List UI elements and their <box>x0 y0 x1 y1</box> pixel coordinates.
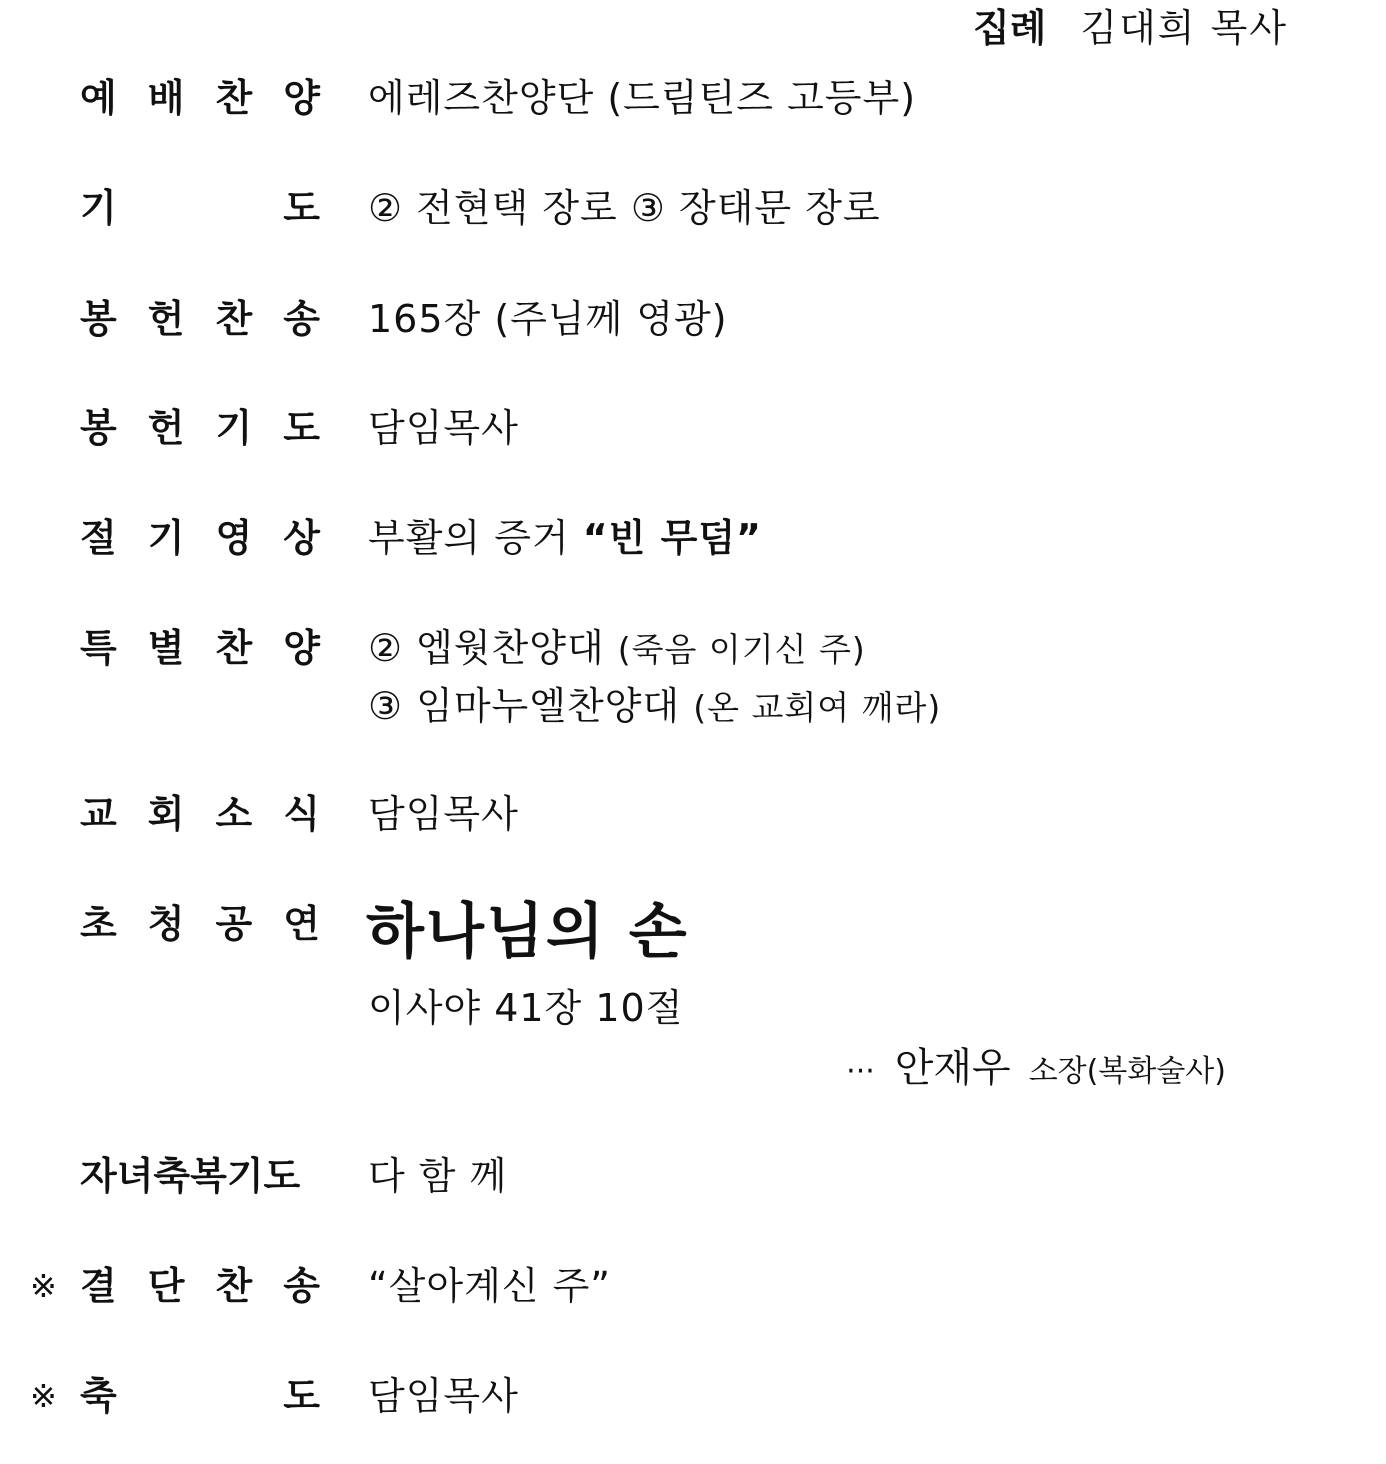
label-char: 송 <box>283 297 320 341</box>
row-offering-hymn <box>0 297 1386 341</box>
label-char: 헌 <box>147 406 185 450</box>
label-char: 양 <box>283 626 320 670</box>
row-content: 담임목사 <box>368 1374 519 1418</box>
officiant-name: 김대희 목사 <box>1080 6 1288 50</box>
label-char: 도 <box>283 186 320 230</box>
label-char: 상 <box>283 516 320 560</box>
video-title: “빈 무덤” <box>582 516 763 560</box>
label-char: 교 <box>80 792 117 836</box>
label-char: 공 <box>215 902 253 946</box>
performer-dots: ··· <box>846 1054 875 1089</box>
label-char: 영 <box>215 516 253 560</box>
row-label <box>80 516 320 560</box>
row-offering-prayer <box>0 406 1386 450</box>
label-char: 찬 <box>215 76 253 120</box>
row-label <box>80 792 320 836</box>
label-char: 기 <box>147 516 185 560</box>
label-char: 별 <box>147 626 185 670</box>
row-special-praise <box>0 626 1386 670</box>
row-content: 담임목사 <box>368 792 519 836</box>
row-invited-performance <box>0 902 1386 946</box>
performer <box>846 1046 1226 1094</box>
label-char: 도 <box>283 1374 320 1418</box>
label-char: 소 <box>215 792 253 836</box>
row-content: 165장 (주님께 영광) <box>368 297 728 341</box>
row-label: 자녀축복기도 <box>80 1154 301 1198</box>
performer-title: 소장(복화술사) <box>1028 1054 1226 1089</box>
standing-mark: ※ <box>30 1267 57 1305</box>
row-worship-praise <box>0 76 1386 120</box>
row-label <box>80 1374 320 1418</box>
label-char: 특 <box>80 626 117 670</box>
label-char: 찬 <box>215 626 253 670</box>
row-label <box>80 902 320 946</box>
label-char: 찬 <box>215 1264 253 1308</box>
performance-verse: 이사야 41장 10절 <box>368 986 684 1030</box>
label-char: 찬 <box>215 297 253 341</box>
row-label <box>80 626 320 670</box>
officiant-label: 집례 <box>972 6 1047 50</box>
label-char: 연 <box>283 902 320 946</box>
row-benediction <box>0 1374 1386 1418</box>
row-label <box>80 1264 320 1308</box>
label-char: 청 <box>147 902 185 946</box>
row-child-blessing-prayer <box>0 1154 1386 1198</box>
row-content: ② 전현택 장로 ③ 장태문 장로 <box>368 186 881 230</box>
special-praise-line-1 <box>368 626 866 672</box>
label-char: 송 <box>283 1264 320 1308</box>
row-content: 에레즈찬양단 (드림틴즈 고등부) <box>368 76 917 120</box>
performance-title: 하나님의 손 <box>366 897 689 967</box>
label-char: 결 <box>80 1264 117 1308</box>
label-char: 기 <box>215 406 253 450</box>
label-char: 단 <box>147 1264 185 1308</box>
row-decision-hymn <box>0 1264 1386 1308</box>
label-char: 배 <box>147 76 185 120</box>
label-char: 헌 <box>147 297 185 341</box>
special-praise-line-2 <box>368 684 941 730</box>
row-season-video <box>0 516 1386 560</box>
row-prayer <box>0 186 1386 230</box>
song-title: (죽음 이기신 주) <box>617 630 866 669</box>
choir-name: ② 엡웟찬양대 <box>368 626 605 670</box>
label-char: 봉 <box>80 297 117 341</box>
standing-mark: ※ <box>30 1377 57 1415</box>
performer-name: 안재우 <box>894 1045 1011 1091</box>
label-char: 절 <box>80 516 117 560</box>
label-char: 양 <box>283 76 320 120</box>
choir-name: ③ 임마누엘찬양대 <box>368 684 681 728</box>
label-char: 회 <box>147 792 185 836</box>
row-church-news <box>0 792 1386 836</box>
row-content <box>368 516 762 560</box>
row-content: “살아계신 주” <box>368 1264 611 1308</box>
row-content: 담임목사 <box>368 406 519 450</box>
label-char: 도 <box>283 406 320 450</box>
label-char: 봉 <box>80 406 117 450</box>
row-label <box>80 186 320 230</box>
row-label <box>80 297 320 341</box>
row-content: 다 함 께 <box>368 1154 508 1198</box>
row-label <box>80 406 320 450</box>
label-char: 초 <box>80 902 117 946</box>
song-title: (온 교회여 깨라) <box>693 688 942 727</box>
label-char: 예 <box>80 76 117 120</box>
officiant <box>973 6 1288 50</box>
label-char: 기 <box>80 186 117 230</box>
label-char: 식 <box>283 792 320 836</box>
video-prefix: 부활의 증거 <box>368 516 583 560</box>
label-char: 축 <box>80 1374 117 1418</box>
row-label <box>80 76 320 120</box>
